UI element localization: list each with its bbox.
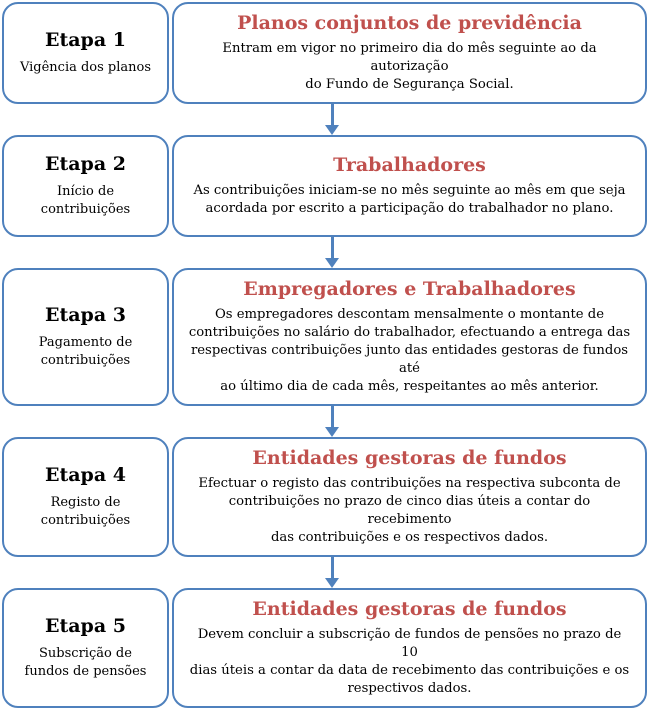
stage-2-content-box bbox=[172, 135, 647, 237]
stage-2-description: As contribuições iniciam-se no mês seguinte ao mês em que seja acordada por escrito a participação do trabalhador no plano. bbox=[193, 183, 626, 216]
stage-3-label-box bbox=[2, 268, 169, 406]
stage-5-title: Etapa 5 bbox=[44, 615, 126, 637]
stage-5-label-box bbox=[2, 588, 169, 708]
stage-3-subtitle: Pagamento de contribuições bbox=[38, 335, 133, 368]
stage-1-subtitle: Vigência dos planos bbox=[19, 60, 152, 75]
arrow-4-to-5 bbox=[325, 557, 339, 588]
stage-4-heading: Entidades gestoras de fundos bbox=[252, 447, 567, 469]
stage-5-heading: Entidades gestoras de fundos bbox=[252, 598, 567, 620]
stage-5-description: Devem concluir a subscrição de fundos de pensões no prazo de 10 dias úteis a contar da data de recebimento das contribuições e os respectivos dados. bbox=[189, 627, 630, 696]
stage-4-title: Etapa 4 bbox=[44, 464, 126, 486]
stage-2-title: Etapa 2 bbox=[44, 153, 126, 175]
stage-4-label-box bbox=[2, 437, 169, 557]
stage-2-label-box bbox=[2, 135, 169, 237]
stage-1-description: Entram em vigor no primeiro dia do mês seguinte ao da autorização do Fundo de Segurança Social. bbox=[222, 41, 597, 92]
stage-2-heading: Trabalhadores bbox=[333, 154, 486, 176]
stage-5-content-box bbox=[172, 588, 647, 708]
stage-4-content-box bbox=[172, 437, 647, 557]
stage-5-subtitle: Subscrição de fundos de pensões bbox=[24, 646, 147, 679]
stage-1-label-box bbox=[2, 2, 169, 104]
stage-3-description: Os empregadores descontam mensalmente o montante de contribuições no salário do trabalhador, efectuando a entrega das respectivas contribuições junto das entidades gestoras de fundos até ao último dia de cada mês, respeitantes ao mês anterior. bbox=[188, 307, 631, 394]
stage-4-subtitle: Registo de contribuições bbox=[40, 495, 131, 528]
arrow-1-to-2 bbox=[325, 104, 339, 135]
stage-1-title: Etapa 1 bbox=[44, 29, 126, 51]
stage-3-content-box bbox=[172, 268, 647, 406]
stage-1-heading: Planos conjuntos de previdência bbox=[237, 12, 582, 34]
stage-4-description: Efectuar o registo das contribuições na respectiva subconta de contribuições no prazo de cinco dias úteis a contar do recebimento das contribuições e os respectivos dados. bbox=[198, 476, 621, 545]
stage-1-content-box bbox=[172, 2, 647, 104]
arrow-3-to-4 bbox=[325, 406, 339, 437]
arrow-2-to-3 bbox=[325, 237, 339, 268]
stage-3-heading: Empregadores e Trabalhadores bbox=[243, 278, 576, 300]
stage-2-subtitle: Início de contribuições bbox=[40, 184, 131, 217]
stage-3-title: Etapa 3 bbox=[44, 304, 126, 326]
